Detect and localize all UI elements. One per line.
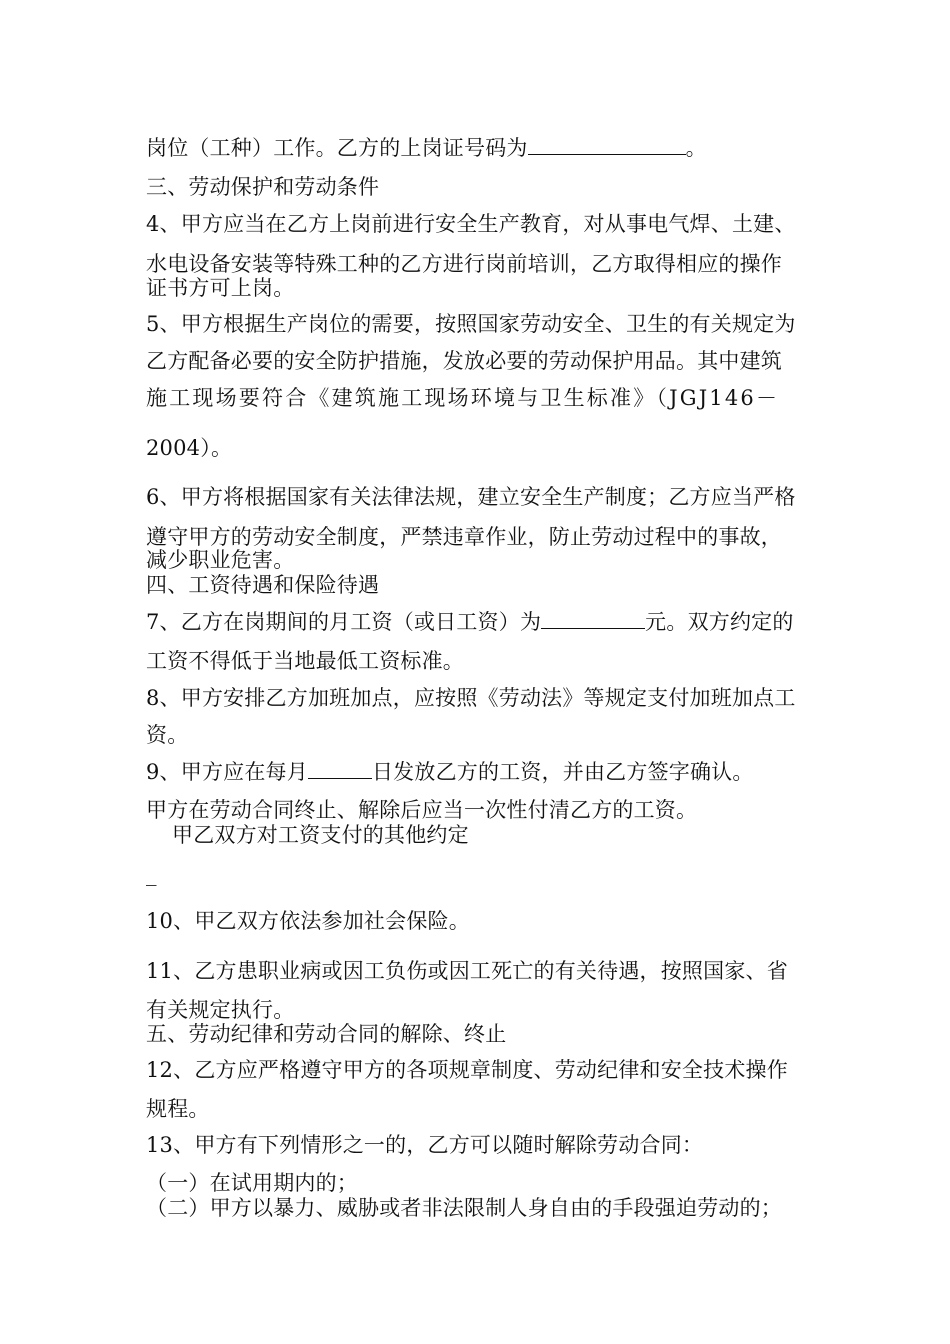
paragraph-line: 证书方可上岗。 — [146, 276, 295, 300]
paragraph-line: 6、甲方将根据国家有关法律法规，建立安全生产制度；乙方应当严格 — [146, 485, 796, 509]
text: 日发放乙方的工资，并由乙方签字确认。 — [371, 760, 754, 784]
paragraph-line: 13、甲方有下列情形之一的，乙方可以随时解除劳动合同： — [146, 1133, 704, 1157]
section-heading-4: 四、工资待遇和保险待遇 — [146, 573, 380, 597]
list-item: （一）在试用期内的； — [146, 1171, 358, 1195]
paragraph-line: 甲乙双方对工资支付的其他约定 — [172, 823, 469, 847]
text: 7、乙方在岗期间的月工资（或日工资）为 — [146, 610, 542, 634]
blank-underscore: _ — [146, 862, 157, 886]
line-9 — [146, 760, 754, 784]
paragraph-line: 遵守甲方的劳动安全制度，严禁违章作业，防止劳动过程中的事故， — [146, 525, 782, 549]
text: 9、甲方应在每月 — [146, 760, 308, 784]
paragraph-line: 12、乙方应严格遵守甲方的各项规章制度、劳动纪律和安全技术操作 — [146, 1058, 788, 1082]
paragraph-line: 减少职业危害。 — [146, 548, 295, 572]
paragraph-line: 5、甲方根据生产岗位的需要，按照国家劳动安全、卫生的有关规定为 — [146, 312, 796, 336]
paragraph-line: 2004）。 — [146, 436, 233, 460]
paragraph-line: 资。 — [146, 723, 189, 747]
list-item: （二）甲方以暴力、威胁或者非法限制人身自由的手段强迫劳动的； — [146, 1196, 782, 1220]
paragraph-line: 11、乙方患职业病或因工负伤或因工死亡的有关待遇，按照国家、省 — [146, 959, 788, 983]
paragraph-line: 水电设备安装等特殊工种的乙方进行岗前培训，乙方取得相应的操作 — [146, 252, 782, 276]
text: 元。双方约定的 — [645, 610, 794, 634]
line-1 — [146, 136, 707, 160]
blank-line — [541, 610, 645, 629]
text: 。 — [685, 136, 707, 160]
paragraph-line: 施工现场要符合《建筑施工现场环境与卫生标准》（JGJ146－ — [146, 386, 780, 410]
blank-line — [308, 760, 372, 779]
section-heading-5: 五、劳动纪律和劳动合同的解除、终止 — [146, 1022, 507, 1046]
paragraph-line: 甲方在劳动合同终止、解除后应当一次性付清乙方的工资。 — [146, 798, 698, 822]
paragraph-line: 有关规定执行。 — [146, 998, 295, 1022]
paragraph-line: 8、甲方安排乙方加班加点，应按照《劳动法》等规定支付加班加点工 — [146, 686, 796, 710]
paragraph-line: 乙方配备必要的安全防护措施，发放必要的劳动保护用品。其中建筑 — [146, 349, 782, 373]
paragraph-line: 4、甲方应当在乙方上岗前进行安全生产教育，对从事电气焊、土建、 — [146, 212, 796, 236]
line-7 — [146, 610, 794, 634]
section-heading-3: 三、劳动保护和劳动条件 — [146, 175, 380, 199]
paragraph-line: 工资不得低于当地最低工资标准。 — [146, 649, 464, 673]
paragraph-line: 10、甲乙双方依法参加社会保险。 — [146, 909, 470, 933]
paragraph-line: 规程。 — [146, 1097, 210, 1121]
blank-line — [528, 136, 686, 155]
text: 岗位（工种）工作。乙方的上岗证号码为 — [146, 136, 528, 160]
